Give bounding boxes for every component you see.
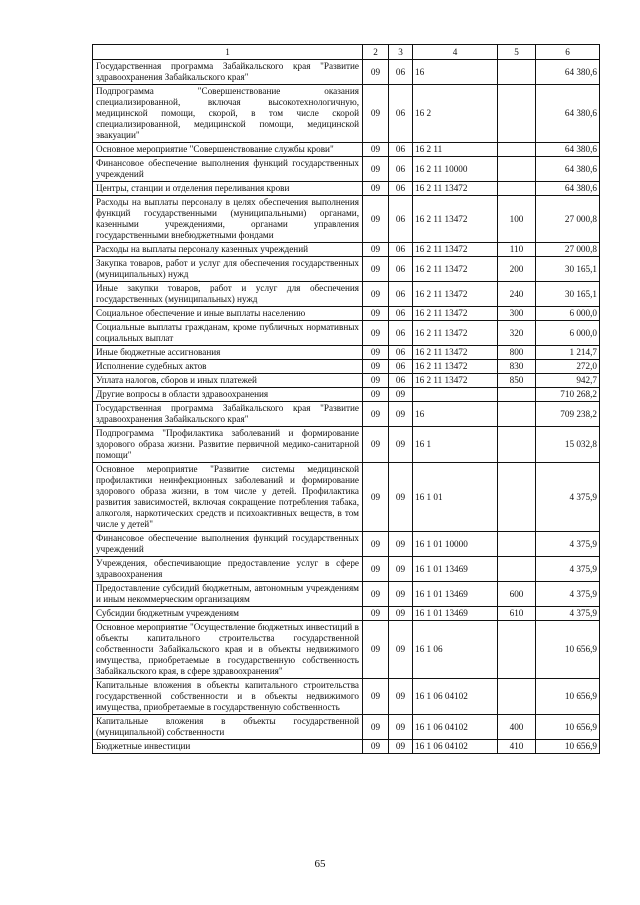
cell-target-article: 16 1 [413,427,498,463]
cell-expense-type: 320 [498,321,536,346]
table-row [93,307,600,321]
table-row [93,182,600,196]
cell-section: 09 [363,402,389,427]
cell-subsection: 06 [389,321,413,346]
cell-amount: 64 380,6 [536,85,600,143]
cell-section: 09 [363,532,389,557]
cell-subsection: 09 [389,427,413,463]
cell-subsection: 06 [389,257,413,282]
header-col-4: 4 [413,45,498,60]
cell-expense-type: 850 [498,374,536,388]
cell-expense-type [498,85,536,143]
cell-target-article: 16 1 01 [413,463,498,532]
cell-section: 09 [363,427,389,463]
cell-name: Учреждения, обеспечивающие предоставление услуг в сфере здравоохранения [93,557,363,582]
cell-name: Капитальные вложения в объекты государственной (муниципальной) собственности [93,715,363,740]
cell-amount: 10 656,9 [536,715,600,740]
budget-table [92,44,600,754]
cell-target-article: 16 2 11 13472 [413,243,498,257]
header-col-6: 6 [536,45,600,60]
cell-target-article: 16 2 11 13472 [413,182,498,196]
cell-subsection: 06 [389,346,413,360]
cell-section: 09 [363,243,389,257]
cell-expense-type [498,402,536,427]
cell-expense-type [498,621,536,679]
table-row [93,60,600,85]
cell-subsection: 06 [389,157,413,182]
cell-section: 09 [363,321,389,346]
table-row [93,243,600,257]
table-header-row [93,45,600,60]
header-col-1: 1 [93,45,363,60]
cell-name: Иные бюджетные ассигнования [93,346,363,360]
cell-section: 09 [363,307,389,321]
cell-section: 09 [363,196,389,243]
table-row [93,532,600,557]
cell-section: 09 [363,257,389,282]
cell-section: 09 [363,715,389,740]
cell-section: 09 [363,182,389,196]
cell-target-article: 16 1 01 10000 [413,532,498,557]
table-row [93,257,600,282]
cell-expense-type: 800 [498,346,536,360]
cell-section: 09 [363,582,389,607]
table-row [93,374,600,388]
cell-amount: 709 238,2 [536,402,600,427]
cell-amount: 6 000,0 [536,321,600,346]
cell-amount: 10 656,9 [536,679,600,715]
cell-expense-type: 610 [498,607,536,621]
cell-section: 09 [363,85,389,143]
cell-subsection: 06 [389,282,413,307]
cell-section: 09 [363,360,389,374]
cell-section: 09 [363,374,389,388]
cell-subsection: 06 [389,60,413,85]
cell-expense-type [498,557,536,582]
cell-subsection: 06 [389,307,413,321]
cell-expense-type [498,388,536,402]
cell-subsection: 09 [389,582,413,607]
cell-name: Государственная программа Забайкальского края "Развитие здравоохранения Забайкальского края" [93,60,363,85]
cell-amount: 30 165,1 [536,257,600,282]
cell-amount: 4 375,9 [536,557,600,582]
cell-name: Финансовое обеспечение выполнения функций государственных учреждений [93,532,363,557]
cell-subsection: 06 [389,360,413,374]
table-row [93,196,600,243]
cell-expense-type: 110 [498,243,536,257]
cell-amount: 710 268,2 [536,388,600,402]
cell-name: Субсидии бюджетным учреждениям [93,607,363,621]
cell-target-article: 16 [413,402,498,427]
cell-subsection: 09 [389,388,413,402]
cell-subsection: 09 [389,621,413,679]
cell-target-article: 16 1 06 [413,621,498,679]
table-row [93,282,600,307]
cell-target-article: 16 1 06 04102 [413,715,498,740]
cell-amount: 64 380,6 [536,157,600,182]
cell-expense-type [498,157,536,182]
cell-subsection: 06 [389,243,413,257]
cell-expense-type: 400 [498,715,536,740]
cell-target-article: 16 2 11 13472 [413,360,498,374]
cell-name: Подпрограмма "Совершенствование оказания специализированной, включая высокотехнологичную, медицинской помощи, скорой, в том числе скорой специализированной, медицинской помощи, медицинской эвакуации" [93,85,363,143]
cell-expense-type: 300 [498,307,536,321]
cell-name: Основное мероприятие "Осуществление бюджетных инвестиций в объекты капитального строительства государственной собственности Забайкальского края и в объекты недвижимого имущества, приобретаемые в государственную собственность Забайкальского края, в сфере здравоохранения" [93,621,363,679]
cell-amount: 4 375,9 [536,532,600,557]
cell-amount: 27 000,8 [536,196,600,243]
cell-name: Бюджетные инвестиции [93,740,363,754]
cell-name: Основное мероприятие "Развитие системы медицинской профилактики неинфекционных заболеваний и формирование здорового образа жизни, в том числе у детей. Профилактика развития зависимостей, включая сокращение потребления табака, алкоголя, наркотических средств и психоактивных веществ, в том числе у детей" [93,463,363,532]
cell-name: Центры, станции и отделения переливания крови [93,182,363,196]
cell-subsection: 09 [389,607,413,621]
cell-name: Основное мероприятие "Совершенствование службы крови" [93,143,363,157]
cell-amount: 64 380,6 [536,182,600,196]
table-row [93,157,600,182]
cell-expense-type [498,679,536,715]
cell-section: 09 [363,282,389,307]
cell-target-article: 16 2 11 [413,143,498,157]
cell-amount: 10 656,9 [536,621,600,679]
cell-expense-type [498,182,536,196]
cell-name: Социальные выплаты гражданам, кроме публичных нормативных социальных выплат [93,321,363,346]
cell-name: Расходы на выплаты персоналу казенных учреждений [93,243,363,257]
table-row [93,321,600,346]
cell-section: 09 [363,143,389,157]
cell-name: Капитальные вложения в объекты капитального строительства государственной собственности и в объекты недвижимого имущества, приобретаемые в государственную собственность [93,679,363,715]
cell-name: Расходы на выплаты персоналу в целях обеспечения выполнения функций государственными (муниципальными) органами, казенными учреждениями, органами управления государственными внебюджетными фондами [93,196,363,243]
cell-subsection: 06 [389,182,413,196]
cell-target-article: 16 2 11 13472 [413,374,498,388]
cell-amount: 6 000,0 [536,307,600,321]
cell-target-article: 16 2 [413,85,498,143]
table-row [93,360,600,374]
cell-name: Уплата налогов, сборов и иных платежей [93,374,363,388]
cell-amount: 64 380,6 [536,143,600,157]
cell-section: 09 [363,679,389,715]
cell-name: Государственная программа Забайкальского края "Развитие здравоохранения Забайкальского края" [93,402,363,427]
cell-target-article: 16 1 01 13469 [413,557,498,582]
cell-subsection: 06 [389,374,413,388]
cell-amount: 4 375,9 [536,582,600,607]
header-col-5: 5 [498,45,536,60]
table-row [93,85,600,143]
budget-table-sheet [92,44,599,754]
cell-target-article: 16 2 11 13472 [413,282,498,307]
cell-expense-type [498,463,536,532]
cell-target-article: 16 [413,60,498,85]
cell-amount: 942,7 [536,374,600,388]
cell-subsection: 06 [389,143,413,157]
cell-target-article: 16 2 11 13472 [413,196,498,243]
cell-target-article: 16 1 06 04102 [413,740,498,754]
table-row [93,679,600,715]
cell-name: Исполнение судебных актов [93,360,363,374]
table-row [93,427,600,463]
table-row [93,582,600,607]
cell-amount: 30 165,1 [536,282,600,307]
cell-section: 09 [363,557,389,582]
cell-target-article: 16 2 11 13472 [413,307,498,321]
cell-target-article: 16 1 01 13469 [413,607,498,621]
cell-name: Иные закупки товаров, работ и услуг для обеспечения государственных (муниципальных) нужд [93,282,363,307]
cell-expense-type [498,532,536,557]
header-col-3: 3 [389,45,413,60]
cell-expense-type: 200 [498,257,536,282]
table-row [93,143,600,157]
cell-subsection: 09 [389,740,413,754]
table-row [93,388,600,402]
cell-target-article: 16 1 06 04102 [413,679,498,715]
cell-subsection: 09 [389,557,413,582]
cell-target-article: 16 2 11 10000 [413,157,498,182]
table-row [93,607,600,621]
cell-section: 09 [363,621,389,679]
cell-amount: 4 375,9 [536,463,600,532]
cell-section: 09 [363,463,389,532]
cell-name: Финансовое обеспечение выполнения функций государственных учреждений [93,157,363,182]
cell-subsection: 09 [389,679,413,715]
cell-subsection: 06 [389,196,413,243]
cell-expense-type: 600 [498,582,536,607]
table-row [93,715,600,740]
cell-subsection: 09 [389,402,413,427]
cell-expense-type: 830 [498,360,536,374]
cell-amount: 272,0 [536,360,600,374]
cell-subsection: 09 [389,532,413,557]
cell-subsection: 09 [389,463,413,532]
cell-name: Другие вопросы в области здравоохранения [93,388,363,402]
cell-name: Закупка товаров, работ и услуг для обеспечения государственных (муниципальных) нужд [93,257,363,282]
cell-amount: 4 375,9 [536,607,600,621]
header-col-2: 2 [363,45,389,60]
table-row [93,621,600,679]
cell-target-article [413,388,498,402]
cell-section: 09 [363,607,389,621]
cell-expense-type [498,143,536,157]
cell-expense-type: 100 [498,196,536,243]
cell-amount: 15 032,8 [536,427,600,463]
table-row [93,402,600,427]
cell-expense-type: 410 [498,740,536,754]
cell-section: 09 [363,60,389,85]
cell-name: Предоставление субсидий бюджетным, автономным учреждениям и иным некоммерческим организациям [93,582,363,607]
cell-target-article: 16 2 11 13472 [413,257,498,282]
cell-section: 09 [363,740,389,754]
cell-subsection: 09 [389,715,413,740]
page-number: 65 [314,858,326,870]
table-row [93,740,600,754]
cell-name: Подпрограмма "Профилактика заболеваний и формирование здорового образа жизни. Развитие первичной медико-санитарной помощи" [93,427,363,463]
cell-section: 09 [363,388,389,402]
cell-name: Социальное обеспечение и иные выплаты населению [93,307,363,321]
table-row [93,463,600,532]
cell-subsection: 06 [389,85,413,143]
table-row [93,346,600,360]
cell-section: 09 [363,157,389,182]
cell-expense-type: 240 [498,282,536,307]
cell-target-article: 16 2 11 13472 [413,346,498,360]
cell-amount: 64 380,6 [536,60,600,85]
cell-amount: 27 000,8 [536,243,600,257]
cell-expense-type [498,427,536,463]
cell-amount: 1 214,7 [536,346,600,360]
cell-target-article: 16 1 01 13469 [413,582,498,607]
cell-section: 09 [363,346,389,360]
cell-expense-type [498,60,536,85]
cell-amount: 10 656,9 [536,740,600,754]
cell-target-article: 16 2 11 13472 [413,321,498,346]
table-row [93,557,600,582]
